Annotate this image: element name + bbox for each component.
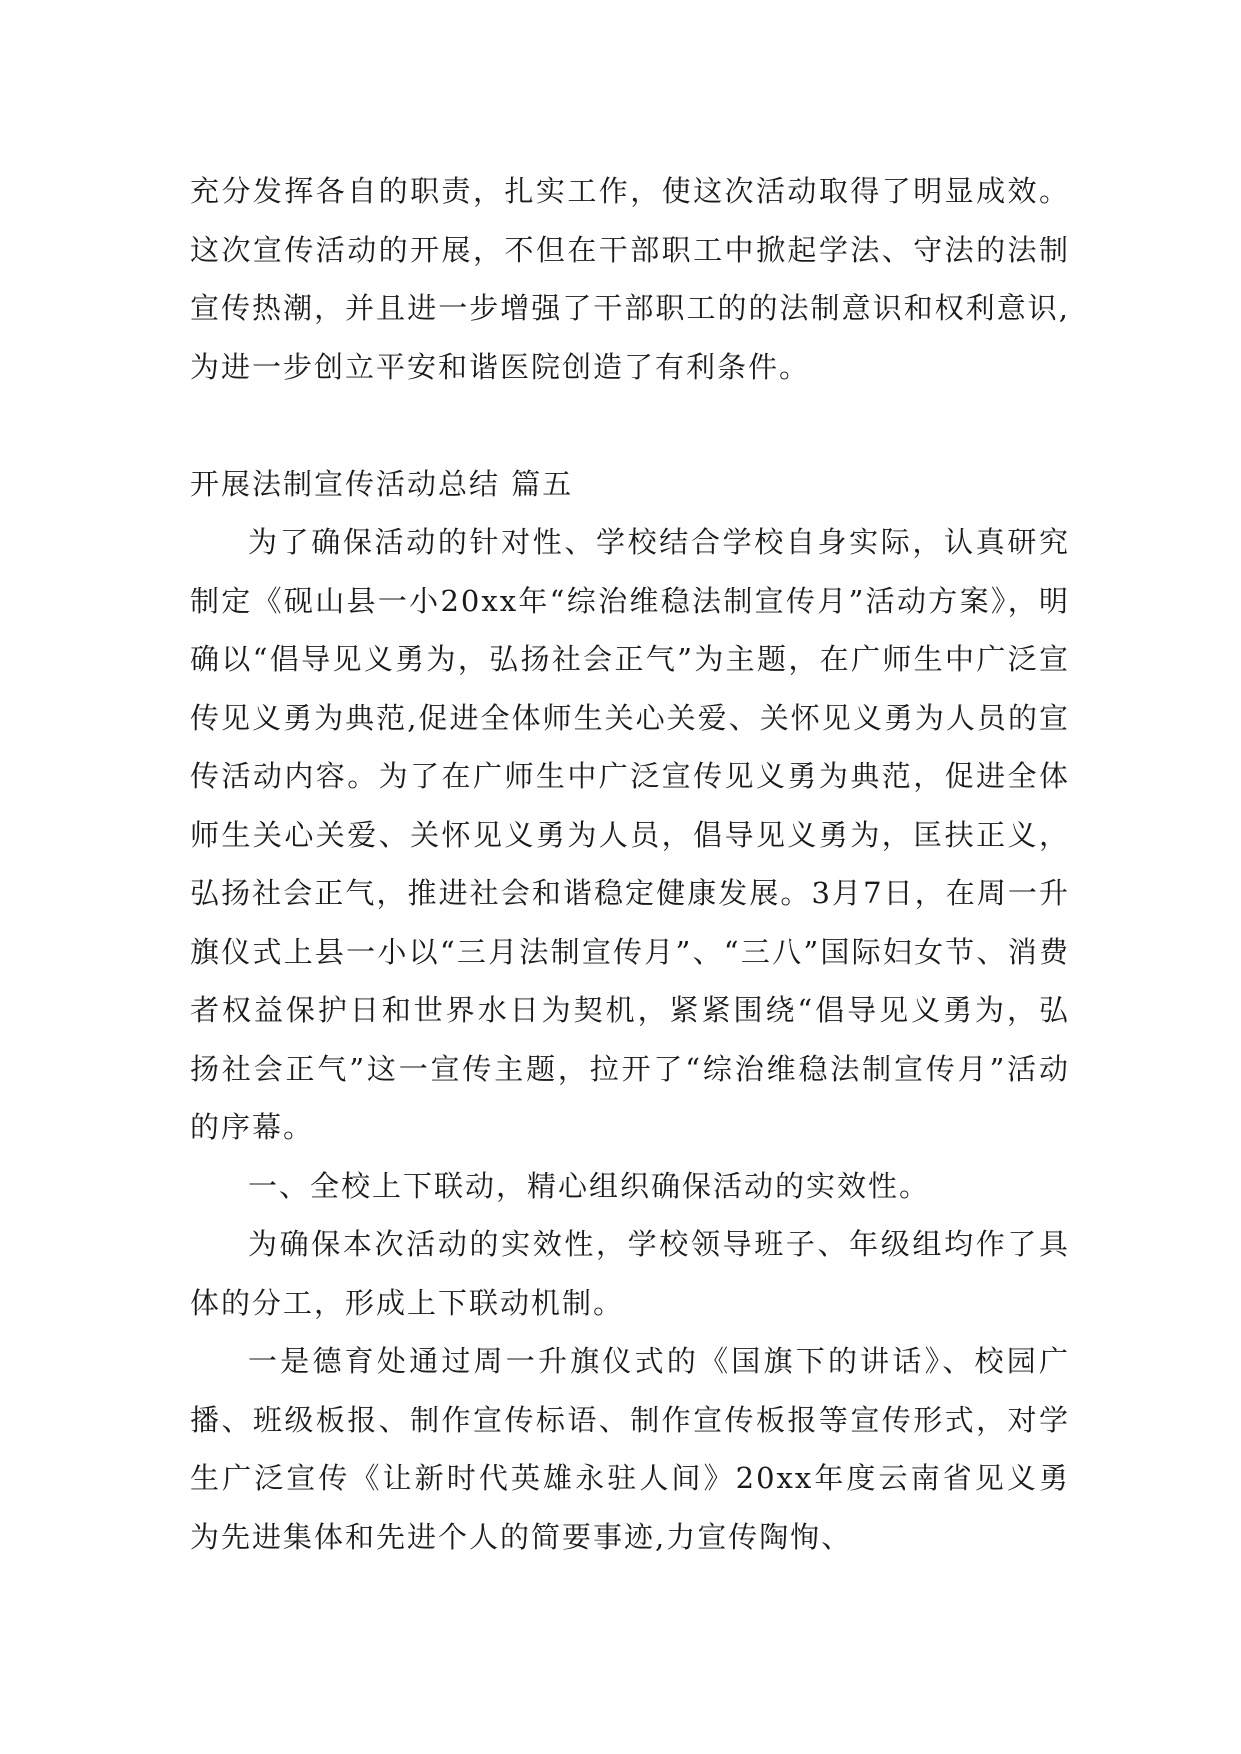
paragraph-continuation: 充分发挥各自的职责，扎实工作，使这次活动取得了明显成效。这次宣传活动的开展，不但在干部职工中掀起学法、守法的法制宣传热潮，并且进一步增强了干部职工的的法制意识和权利意识,为进一步创立平安和谐医院创造了有利条件。 <box>190 174 1070 384</box>
paragraph-division: 为确保本次活动的实效性，学校领导班子、年级组均作了具体的分工，形成上下联动机制。 <box>190 1227 1070 1320</box>
document-body <box>190 162 1070 1566</box>
section-heading: 开展法制宣传活动总结 篇五 <box>190 466 574 501</box>
paragraph-heading-one: 一、全校上下联动，精心组织确保活动的实效性。 <box>248 1168 931 1203</box>
paragraph-intro: 为了确保活动的针对性、学校结合学校自身实际，认真研究制定《砚山县一小20xx年“综治维稳法制宣传月”活动方案》，明确以“倡导见义勇为，弘扬社会正气”为主题，在广师生中广泛宣传见义勇为典范,促进全体师生关心关爱、关怀见义勇为人员的宣传活动内容。为了在广师生中广泛宣传见义勇为典范，促进全体师生关心关爱、关怀见义勇为人员，倡导见义勇为，匡扶正义，弘扬社会正气，推进社会和谐稳定健康发展。3月7日，在周一升旗仪式上县一小以“三月法制宣传月”、“三八”国际妇女节、消费者权益保护日和世界水日为契机，紧紧围绕“倡导见义勇为，弘扬社会正气”这一宣传主题，拉开了“综治维稳法制宣传月”活动的序幕。 <box>190 525 1070 1144</box>
section-gap <box>190 396 1070 455</box>
paragraph-item-one: 一是德育处通过周一升旗仪式的《国旗下的讲话》、校园广播、班级板报、制作宣传标语、制作宣传板报等宣传形式，对学生广泛宣传《让新时代英雄永驻人间》20xx年度云南省见义勇为先进集体和先进个人的简要事迹,力宣传陶恂、 <box>190 1344 1070 1554</box>
